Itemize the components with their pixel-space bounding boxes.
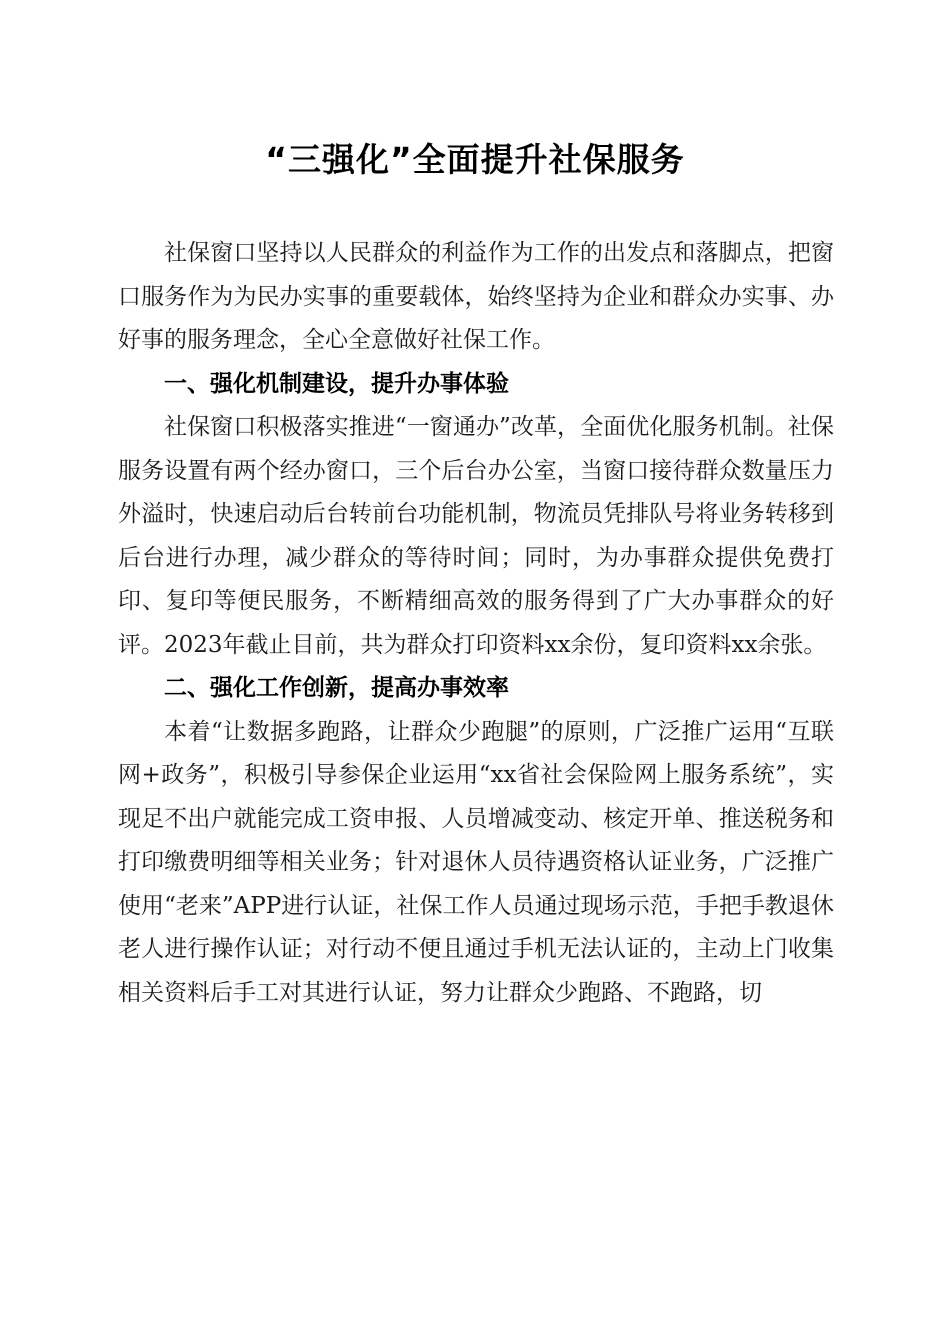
section-heading-2: 二、强化工作创新，提高办事效率 xyxy=(164,675,509,701)
document-body xyxy=(118,232,834,1015)
section-heading-1: 一、强化机制建设，提升办事体验 xyxy=(164,370,509,397)
intro-paragraph: 社保窗口坚持以人民群众的利益作为工作的出发点和落脚点，把窗口服务作为为民办实事的重要载体，始终坚持为企业和群众办实事、办好事的服务理念，全心全意做好社保工作。 xyxy=(118,240,834,353)
page-title: “三强化”全面提升社保服务 xyxy=(265,140,685,179)
section-paragraph-2: 本着“让数据多跑路，让群众少跑腿”的原则，广泛推广运用“互联网+政务”，积极引导参保企业运用“xx省社会保险网上服务系统”，实现足不出户就能完成工资申报、人员增减变动、核定开单、推送税务和打印缴费明细等相关业务；针对退休人员待遇资格认证业务，广泛推广使用“老来”APP进行认证，社保工作人员通过现场示范，手把手教退休老人进行操作认证；对行动不便且通过手机无法认证的，主动上门收集相关资料后手工对其进行认证，努力让群众少跑路、不跑路，切 xyxy=(118,718,834,1006)
section-paragraph-1: 社保窗口积极落实推进“一窗通办”改革，全面优化服务机制。社保服务设置有两个经办窗口，三个后台办公室，当窗口接待群众数量压力外溢时，快速启动后台转前台功能机制，物流员凭排队号将业务转移到后台进行办理，减少群众的等待时间；同时，为办事群众提供免费打印、复印等便民服务，不断精细高效的服务得到了广大办事群众的好评。2023年截止目前，共为群众打印资料xx余份，复印资料xx余张。 xyxy=(118,414,834,658)
